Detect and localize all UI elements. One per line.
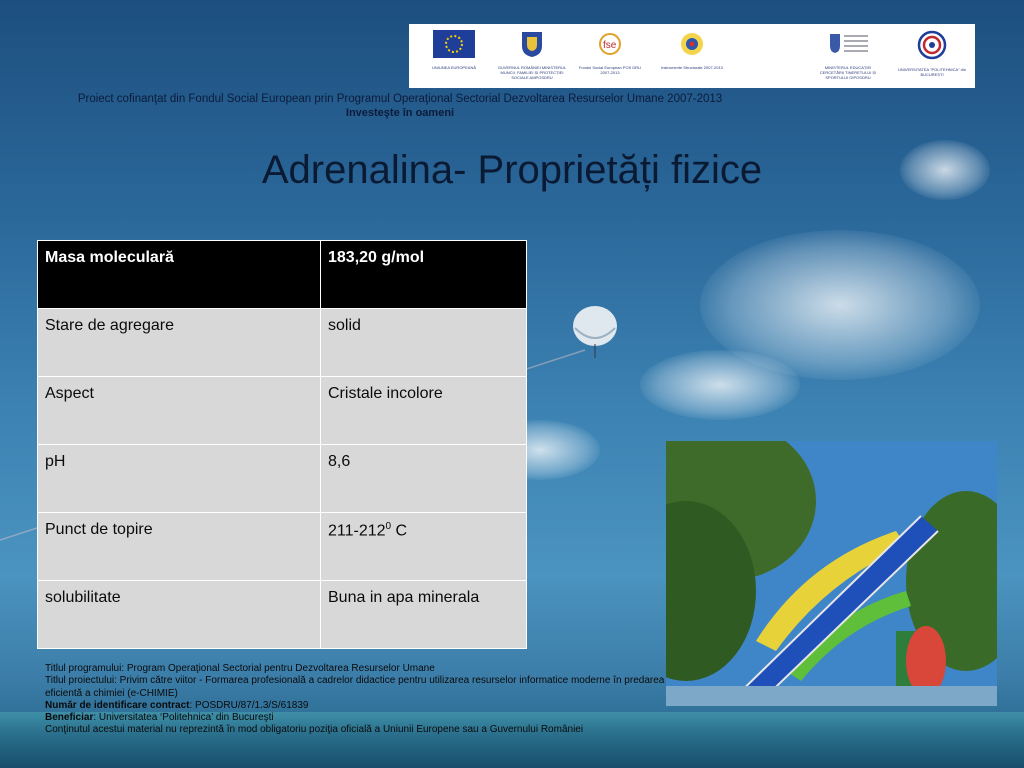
property-cell: solubilitate bbox=[38, 581, 321, 649]
value-cell: Buna in apa minerala bbox=[321, 581, 527, 649]
table-row bbox=[38, 241, 527, 309]
slide-title: Adrenalina- Proprietăți fizice bbox=[261, 148, 763, 192]
logo-fse: fse Fondul Social European POS DRU 2007-2013 bbox=[575, 30, 645, 84]
svg-text:fse: fse bbox=[603, 40, 617, 51]
value-cell: 183,20 g/mol bbox=[321, 241, 527, 309]
logo-politehnica: UNIVERSITATEA "POLITEHNICA" din BUCUREȘTI bbox=[897, 30, 967, 84]
background-cloud bbox=[640, 350, 800, 420]
partner-logos-bar bbox=[409, 24, 975, 88]
logo-ministry-education: MINISTERUL EDUCAȚIEI CERCETĂRII TINERETULUI ȘI SPORTULUI OIPOSDRU bbox=[813, 30, 883, 84]
beneficiary bbox=[45, 712, 665, 724]
contract-id bbox=[45, 700, 665, 712]
program-title: Titlul programului: Program Operaţional Sectorial pentru Dezvoltarea Resurselor Umane bbox=[45, 663, 435, 674]
beneficiary-value: : Universitatea ‘Politehnica’ din Bucureşti bbox=[93, 712, 274, 724]
table-row bbox=[38, 445, 527, 513]
value-cell: 8,6 bbox=[321, 445, 527, 513]
property-cell: Stare de agregare bbox=[38, 309, 321, 377]
romania-coat-of-arms-icon bbox=[520, 30, 544, 58]
degree-superscript: 0 bbox=[385, 521, 392, 532]
value-cell: solid bbox=[321, 309, 527, 377]
table-row bbox=[38, 513, 527, 581]
value-cell: Cristale incolore bbox=[321, 377, 527, 445]
project-motto: Investeşte în oameni bbox=[345, 107, 455, 119]
logo-eu: UNIUNEA EUROPEANĂ bbox=[419, 30, 489, 84]
project-title: Titlul proiectului: Privim către viitor - Formarea profesională a cadrelor didactice pentru utilizarea resurselor informatice moderne în predarea eficientă a chimiei (e-CHIMIE) bbox=[45, 675, 665, 699]
melting-point-unit: C bbox=[391, 522, 408, 540]
property-cell: Punct de topire bbox=[38, 513, 321, 581]
logo-government: GUVERNUL ROMÂNIEI MINISTERUL MUNCII, FAMILIEI ȘI PROTECȚIEI SOCIALE AMPOSDRU bbox=[497, 30, 567, 84]
physical-properties-table bbox=[37, 240, 527, 649]
table-row bbox=[38, 309, 527, 377]
ministerul-educatiei-icon bbox=[826, 30, 870, 58]
contract-label: Număr de identificare contract bbox=[45, 699, 190, 711]
melting-point-range: 211-212 bbox=[328, 522, 386, 540]
politehnica-logo-icon bbox=[916, 30, 948, 60]
property-cell: Masa moleculară bbox=[38, 241, 321, 309]
property-cell: pH bbox=[38, 445, 321, 513]
instrumente-structurale-icon bbox=[676, 30, 708, 58]
table-row bbox=[38, 377, 527, 445]
project-info-footer bbox=[45, 663, 665, 737]
contract-value: : POSDRU/87/1.3/S/61839 bbox=[189, 699, 309, 711]
disclaimer: Conţinutul acestui material nu reprezintă în mod obligatoriu poziţia oficială a Uniunii Europene sau a Guvernului României bbox=[45, 724, 584, 736]
project-cofinancing-line: Proiect cofinanţat din Fondul Social European prin Programul Operaţional Sectorial Dezvoltarea Resurselor Umane 2007-2013 bbox=[77, 93, 723, 105]
fse-logo-icon bbox=[594, 30, 626, 58]
eu-flag-icon bbox=[433, 30, 475, 58]
beneficiary-label: Beneficiar bbox=[45, 712, 94, 724]
property-cell: Aspect bbox=[38, 377, 321, 445]
logo-structural-instruments: Instrumente Structurale 2007-2013 bbox=[657, 30, 727, 84]
water-slide-photo bbox=[666, 441, 997, 706]
table-row bbox=[38, 581, 527, 649]
value-cell bbox=[321, 513, 527, 581]
